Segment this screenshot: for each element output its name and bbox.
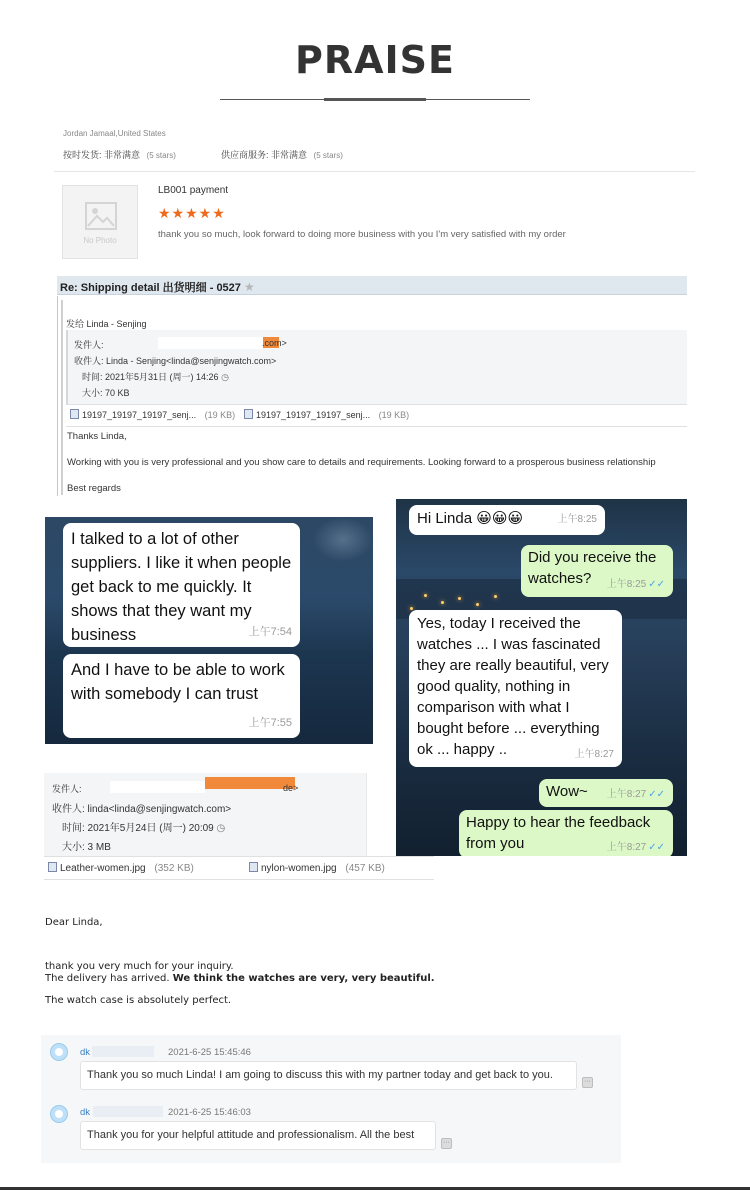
email-sender-tail: .com> [262, 338, 287, 348]
file-icon [249, 862, 258, 872]
chat-message-text: Hi Linda 😀😀😀 [417, 510, 524, 527]
ship-rating-stars: (5 stars) [146, 151, 176, 160]
product-thumbnail [62, 185, 138, 259]
more-icon[interactable]: ··· [582, 1077, 593, 1088]
chat-message-outgoing [459, 810, 673, 856]
chat-message-text: Wow~ [546, 783, 588, 800]
rating-stars: ★★★★★ [158, 205, 226, 221]
letter-line-1: thank you very much for your inquiry. [45, 961, 234, 972]
email-to-line: 发给 Linda - Senjing [66, 319, 147, 329]
chat-message-outgoing [521, 545, 673, 597]
email-time-text: 时间: 2021年5月31日 (周一) 14:26 [82, 372, 219, 382]
attachment-name[interactable]: 19197_19197_19197_senj... [256, 410, 371, 420]
email-recipient: 收件人: linda<linda@senjingwatch.com> [52, 804, 232, 815]
service-rating-label: 供应商服务: 非常满意 [221, 150, 308, 160]
letter-line-2 [45, 973, 435, 984]
title-divider-accent [324, 98, 426, 101]
attachment-size: (352 KB) [154, 863, 194, 874]
email-sender-label: 发件人: [52, 784, 82, 794]
quote-bar [61, 300, 63, 495]
redacted-text [110, 781, 205, 793]
message-bubble [80, 1061, 577, 1090]
review-comment: thank you so much, look forward to doing more business with you I'm very satisfied with my order [158, 229, 566, 240]
chat-message-time: 上午8:27 [574, 749, 614, 760]
letter-line-2-b: We think the watches are very, very beautiful. [172, 973, 435, 984]
file-icon [48, 862, 57, 872]
message-bubble [80, 1121, 436, 1150]
chat-message-time [607, 784, 665, 805]
message-username[interactable]: dk [80, 1107, 91, 1118]
ship-rating-label: 按时发货: 非常满意 [63, 150, 141, 160]
letter-greeting: Dear Linda, [45, 917, 103, 928]
image-placeholder-icon [85, 202, 117, 230]
attachment-2[interactable] [244, 409, 409, 420]
email-recipient: 收件人: Linda - Senjing<linda@senjingwatch.com> [74, 356, 277, 366]
message-time: 2021-6-25 15:46:03 [168, 1107, 251, 1118]
redacted-username [92, 1046, 154, 1057]
redacted-username [93, 1106, 163, 1117]
file-icon [70, 409, 79, 419]
page-title: PRAISE [295, 38, 455, 82]
chat-message-time-text: 上午8:27 [606, 789, 647, 800]
message-username[interactable]: dk [80, 1047, 91, 1058]
email-sender-label: 发件人: [74, 340, 104, 350]
boat-shape [313, 517, 373, 562]
chat-message-time [607, 574, 665, 595]
body-divider [66, 426, 687, 427]
star-icon[interactable]: ★ [243, 280, 255, 294]
email-time-text: 时间: 2021年5月24日 (周一) 20:09 [62, 823, 214, 834]
chat-message-text: Did you receive the watches? [528, 549, 657, 587]
clock-icon: ◷ [216, 823, 226, 834]
no-photo-label: No Photo [83, 236, 117, 245]
product-name: LB001 payment [158, 185, 229, 196]
attachments-divider [66, 404, 687, 405]
reviewer-name: Jordan Jamaal,United States [63, 129, 166, 138]
attachment-name[interactable]: nylon-women.jpg [261, 863, 337, 874]
ship-rating [63, 148, 176, 161]
redacted-text [158, 337, 263, 349]
email-greeting: Thanks Linda, [67, 431, 127, 442]
chat-screenshot-2 [396, 499, 687, 856]
review-divider [54, 171, 695, 172]
message-text: Thank you so much Linda! I am going to discuss this with my partner today and get back to you. [87, 1069, 553, 1081]
double-check-icon: ✓✓ [648, 842, 665, 853]
attachment-size: (457 KB) [345, 863, 385, 874]
chat-message-time-text: 上午8:25 [606, 579, 647, 590]
email-subject-bar [57, 276, 687, 295]
chat-bubble [63, 523, 300, 647]
attachment-1[interactable] [70, 409, 235, 420]
chat-bubble [63, 654, 300, 738]
message-text: Thank you for your helpful attitude and professionalism. All the best [87, 1129, 415, 1141]
chat-message-text: Happy to hear the feedback from you [466, 814, 651, 852]
chat-bubble-time: 上午7:54 [248, 626, 292, 638]
chat-message-time: 上午8:25 [557, 514, 597, 525]
email-sender-tail: de> [283, 783, 299, 793]
letter-line-3: The watch case is absolutely perfect. [45, 995, 232, 1006]
avatar[interactable] [50, 1043, 68, 1061]
file-icon [244, 409, 253, 419]
clock-icon: ◷ [221, 372, 229, 382]
avatar[interactable] [50, 1105, 68, 1123]
email-time [82, 370, 229, 383]
attachment-name[interactable]: 19197_19197_19197_senj... [82, 410, 197, 420]
chat-screenshot-1 [45, 517, 373, 744]
attachment-name[interactable]: Leather-women.jpg [60, 863, 146, 874]
chat-message-text: Yes, today I received the watches ... I was fascinated they are really beautiful, very good quality, nothing in comparison with what I bought before ... everything ok ... happy .. [417, 615, 609, 758]
chat-bubble-text: I talked to a lot of other suppliers. I like it when people get back to me quickly. It shows that they want my business [71, 530, 292, 644]
email-size: 大小: 3 MB [62, 842, 111, 853]
email-body-text: Working with you is very professional and you show care to details and requirements. Looking forward to a prosperous business relationship [67, 457, 656, 468]
chat-message-time-text: 上午8:27 [606, 842, 647, 853]
more-icon[interactable]: ··· [441, 1138, 452, 1149]
service-rating-stars: (5 stars) [313, 151, 343, 160]
double-check-icon: ✓✓ [648, 579, 665, 590]
chat-bubble-text: And I have to be able to work with somebody I can trust [71, 661, 285, 703]
email-size: 大小: 70 KB [82, 388, 130, 398]
email-time [62, 819, 225, 834]
attachment-1[interactable] [48, 862, 194, 874]
attachment-size: (19 KB) [378, 410, 410, 420]
letter-line-2-a: The delivery has arrived. [45, 973, 170, 984]
message-time: 2021-6-25 15:45:46 [168, 1047, 251, 1058]
service-rating [221, 148, 343, 161]
chat-message-time [607, 837, 665, 856]
attachment-size: (19 KB) [204, 410, 236, 420]
redacted-highlight [205, 777, 295, 789]
email-signoff: Best regards [67, 483, 121, 494]
double-check-icon: ✓✓ [648, 789, 665, 800]
chat-message-outgoing [539, 779, 673, 807]
chat-message-incoming [409, 505, 605, 535]
chat-bubble-time: 上午7:55 [248, 717, 292, 729]
email-subject: Re: Shipping detail 出货明细 - 0527 [60, 282, 241, 294]
attachment-2[interactable] [249, 862, 385, 874]
chat-message-incoming [409, 610, 622, 767]
